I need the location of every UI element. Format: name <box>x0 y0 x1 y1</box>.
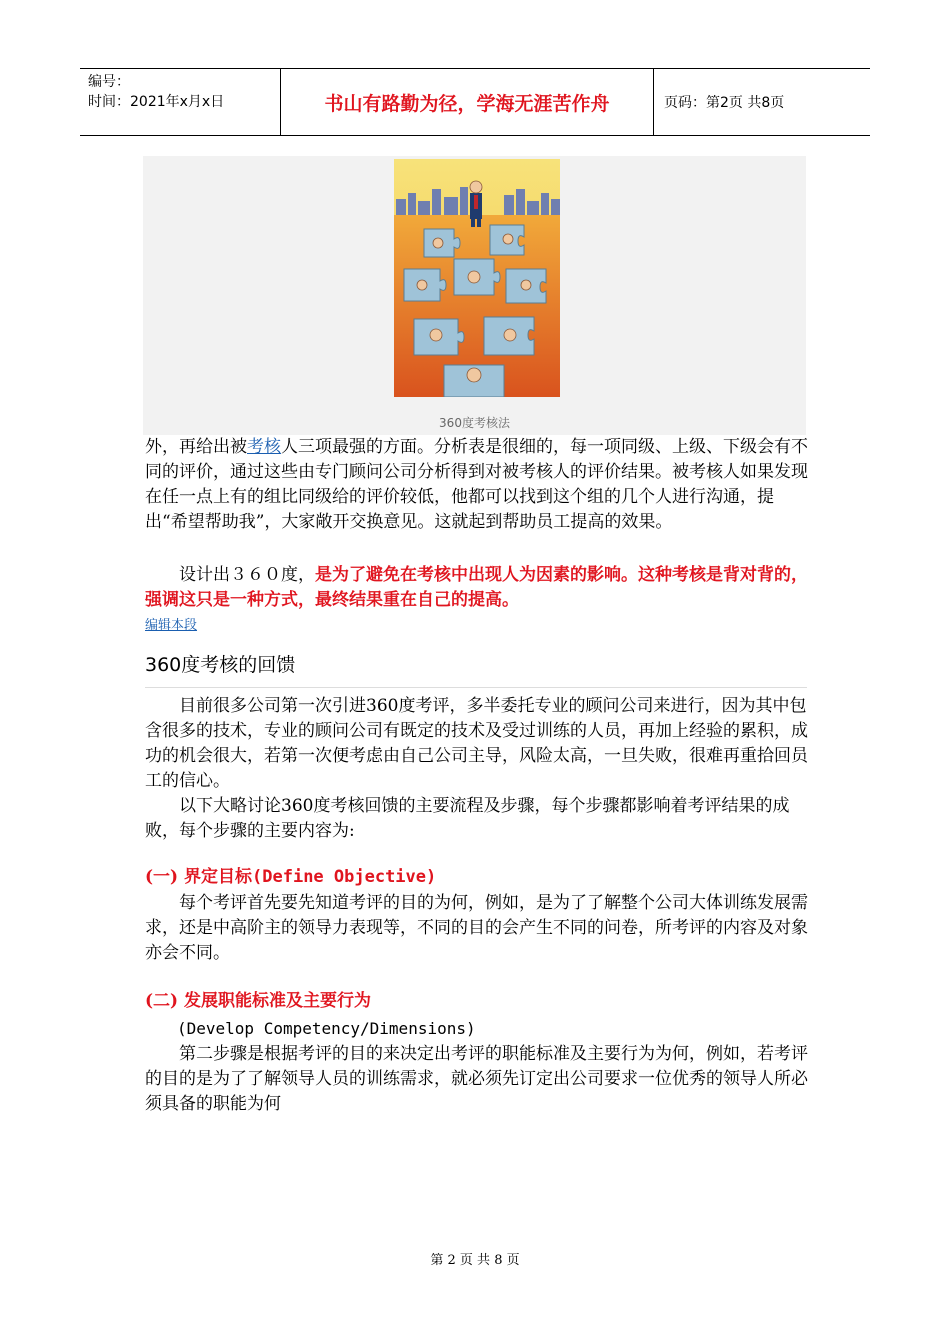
paragraph-1 <box>145 435 810 535</box>
paragraph-2-emphasis: 是为了避免在考核中出现人为因素的影响。这种考核是背对背的，强调这只是一种方式，最终结果重在自己的提高。 <box>145 565 808 610</box>
step-1-heading-en: (Define Objective) <box>252 867 437 887</box>
paragraph-1-text-b: 人三项最强的方面。分析表是很细的，每一项同级、上级、下级会有不同的评价，通过这些由专门顾问公司分析得到对被考核人的评价结果。被考核人如果发现在任一点上有的组比同级给的评价较低，他都可以找到这个组的几个人进行沟通，提出“希望帮助我”，大家敞开交换意见。这就起到帮助员工提高的效果。 <box>145 437 808 532</box>
paragraph-4: 以下大略讨论360度考核回馈的主要流程及步骤，每个步骤都影响着考评结果的成败，每个步骤的主要内容为: <box>145 796 790 841</box>
header-page-code: 页码：第2页 共8页 <box>664 95 785 111</box>
kaohe-link[interactable]: 考核 <box>247 437 281 457</box>
figure-panel <box>143 156 806 435</box>
edit-section-link[interactable]: 编辑本段 <box>145 618 198 633</box>
header-motto: 书山有路勤为径，学海无涯苦作舟 <box>281 69 654 135</box>
page-footer: 第 2 页 共 8 页 <box>430 1253 520 1268</box>
illustration-image <box>394 159 560 397</box>
paragraph-1-text-a: 外，再给出被 <box>145 437 247 457</box>
step-1-heading <box>145 862 436 887</box>
serial-label: 编号： <box>88 74 130 90</box>
figure-caption: 360度考核法 <box>439 416 510 430</box>
date-label: 时间：2021年x月x日 <box>88 94 225 110</box>
page-header <box>80 68 870 136</box>
paragraph-2-text: 设计出３６０度， <box>179 565 315 585</box>
section-title: 360度考核的回馈 <box>145 650 807 688</box>
step-2-text: 第二步骤是根据考评的目的来决定出考评的职能标准及主要行为为何，例如，若考评的目的是为了了解领导人员的训练需求，就必须先订定出公司要求一位优秀的领导人所必须具备的职能为何 <box>145 1044 808 1114</box>
step-2-subtitle: (Develop Competency/Dimensions) <box>177 1019 476 1038</box>
paragraph-3: 目前很多公司第一次引进360度考评，多半委托专业的顾问公司来进行，因为其中包含很多的技术，专业的顾问公司有既定的技术及受过训练的人员，再加上经验的累积，成功的机会很大，若第一次便考虑由自己公司主导，风险太高，一旦失败，很难再重拾回员工的信心。 <box>145 696 808 791</box>
paragraph-2 <box>145 563 810 613</box>
puzzle-illustration-icon <box>394 159 560 397</box>
step-1-text: 每个考评首先要先知道考评的目的为何，例如，是为了了解整个公司大体训练发展需求，还是中高阶主的领导力表现等，不同的目的会产生不同的问卷，所考评的内容及对象亦会不同。 <box>145 893 808 963</box>
header-left-cell <box>80 69 281 135</box>
step-1-heading-cn: (一) 界定目标 <box>145 867 253 887</box>
step-2-heading: (二) 发展职能标准及主要行为 <box>145 991 372 1011</box>
